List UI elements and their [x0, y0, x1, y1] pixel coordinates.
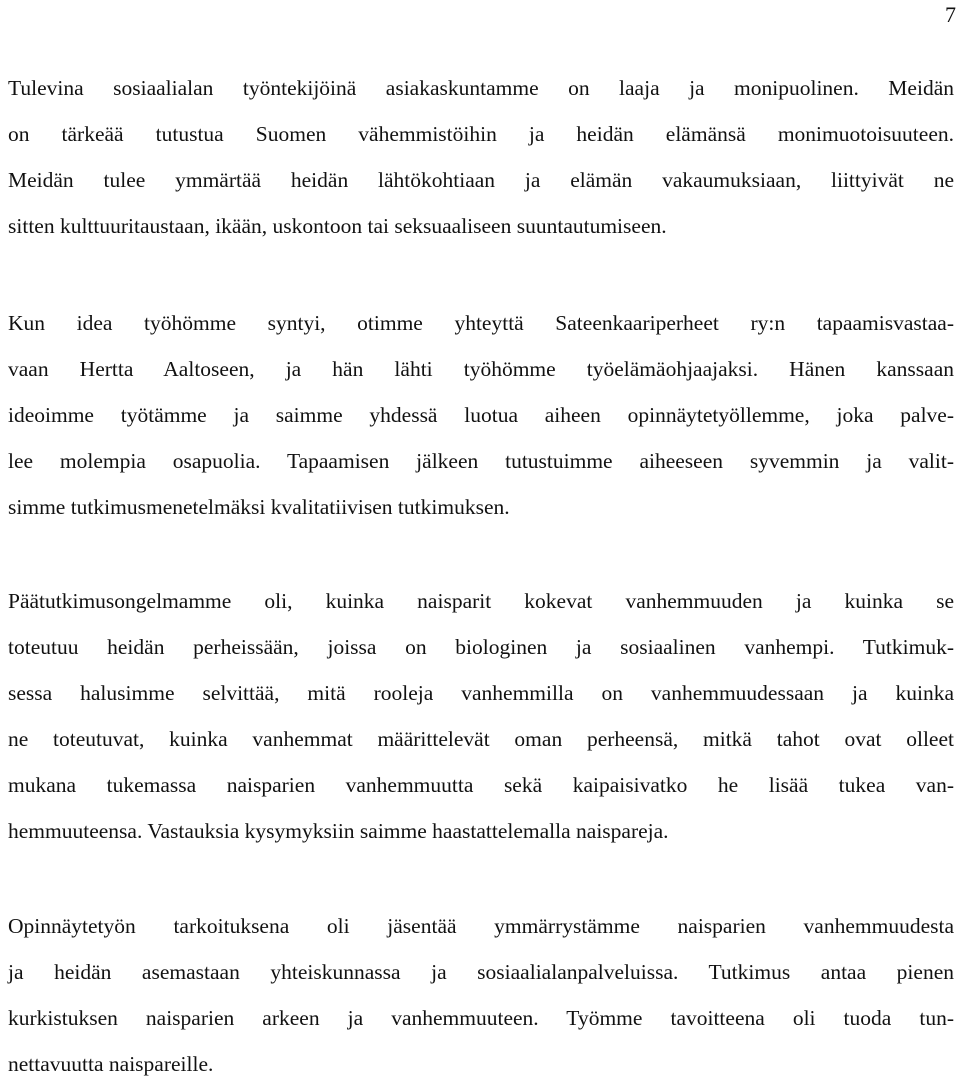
text-line: nettavuutta naispareille. — [8, 1052, 214, 1076]
text-line: on tärkeää tutustua Suomen vähemmistöihin ja heidän elämänsä monimuotoisuuteen. — [8, 122, 954, 146]
paragraph-3 — [8, 578, 954, 854]
text-line: ja heidän asemastaan yhteiskunnassa ja sosiaalialanpalveluissa. Tutkimus antaa pienen — [8, 960, 954, 984]
text-line: vaan Hertta Aaltoseen, ja hän lähti työhömme työelämäohjaajaksi. Hänen kanssaan — [8, 357, 954, 381]
text-line: Kun idea työhömme syntyi, otimme yhteyttä Sateenkaariperheet ry:n tapaamisvastaa- — [8, 311, 954, 335]
paragraph-1 — [8, 65, 954, 249]
page-number: 7 — [945, 2, 956, 27]
text-line: lee molempia osapuolia. Tapaamisen jälkeen tutustuimme aiheeseen syvemmin ja valit- — [8, 449, 954, 473]
text-line: ne toteutuvat, kuinka vanhemmat määrittelevät oman perheensä, mitkä tahot ovat olleet — [8, 727, 954, 751]
text-line: sessa halusimme selvittää, mitä rooleja vanhemmilla on vanhemmuudessaan ja kuinka — [8, 681, 954, 705]
text-line: Tulevina sosiaalialan työntekijöinä asiakaskuntamme on laaja ja monipuolinen. Meidän — [8, 76, 954, 100]
text-line: Opinnäytetyön tarkoituksena oli jäsentää ymmärrystämme naisparien vanhemmuudesta — [8, 914, 954, 938]
text-line: kurkistuksen naisparien arkeen ja vanhemmuuteen. Työmme tavoitteena oli tuoda tun- — [8, 1006, 954, 1030]
paragraph-4 — [8, 903, 954, 1087]
text-line: sitten kulttuuritaustaan, ikään, uskontoon tai seksuaaliseen suuntautumiseen. — [8, 214, 667, 238]
text-line: Meidän tulee ymmärtää heidän lähtökohtiaan ja elämän vakaumuksiaan, liittyivät ne — [8, 168, 954, 192]
text-line: ideoimme työtämme ja saimme yhdessä luotua aiheen opinnäytetyöllemme, joka palve- — [8, 403, 954, 427]
text-line: hemmuuteensa. Vastauksia kysymyksiin saimme haastattelemalla naispareja. — [8, 819, 669, 843]
paragraph-2 — [8, 300, 954, 530]
text-line: Päätutkimusongelmamme oli, kuinka naisparit kokevat vanhemmuuden ja kuinka se — [8, 589, 954, 613]
text-line: mukana tukemassa naisparien vanhemmuutta sekä kaipaisivatko he lisää tukea van- — [8, 773, 954, 797]
text-line: simme tutkimusmenetelmäksi kvalitatiivisen tutkimuksen. — [8, 495, 510, 519]
text-line: toteutuu heidän perheissään, joissa on biologinen ja sosiaalinen vanhempi. Tutkimuk- — [8, 635, 954, 659]
